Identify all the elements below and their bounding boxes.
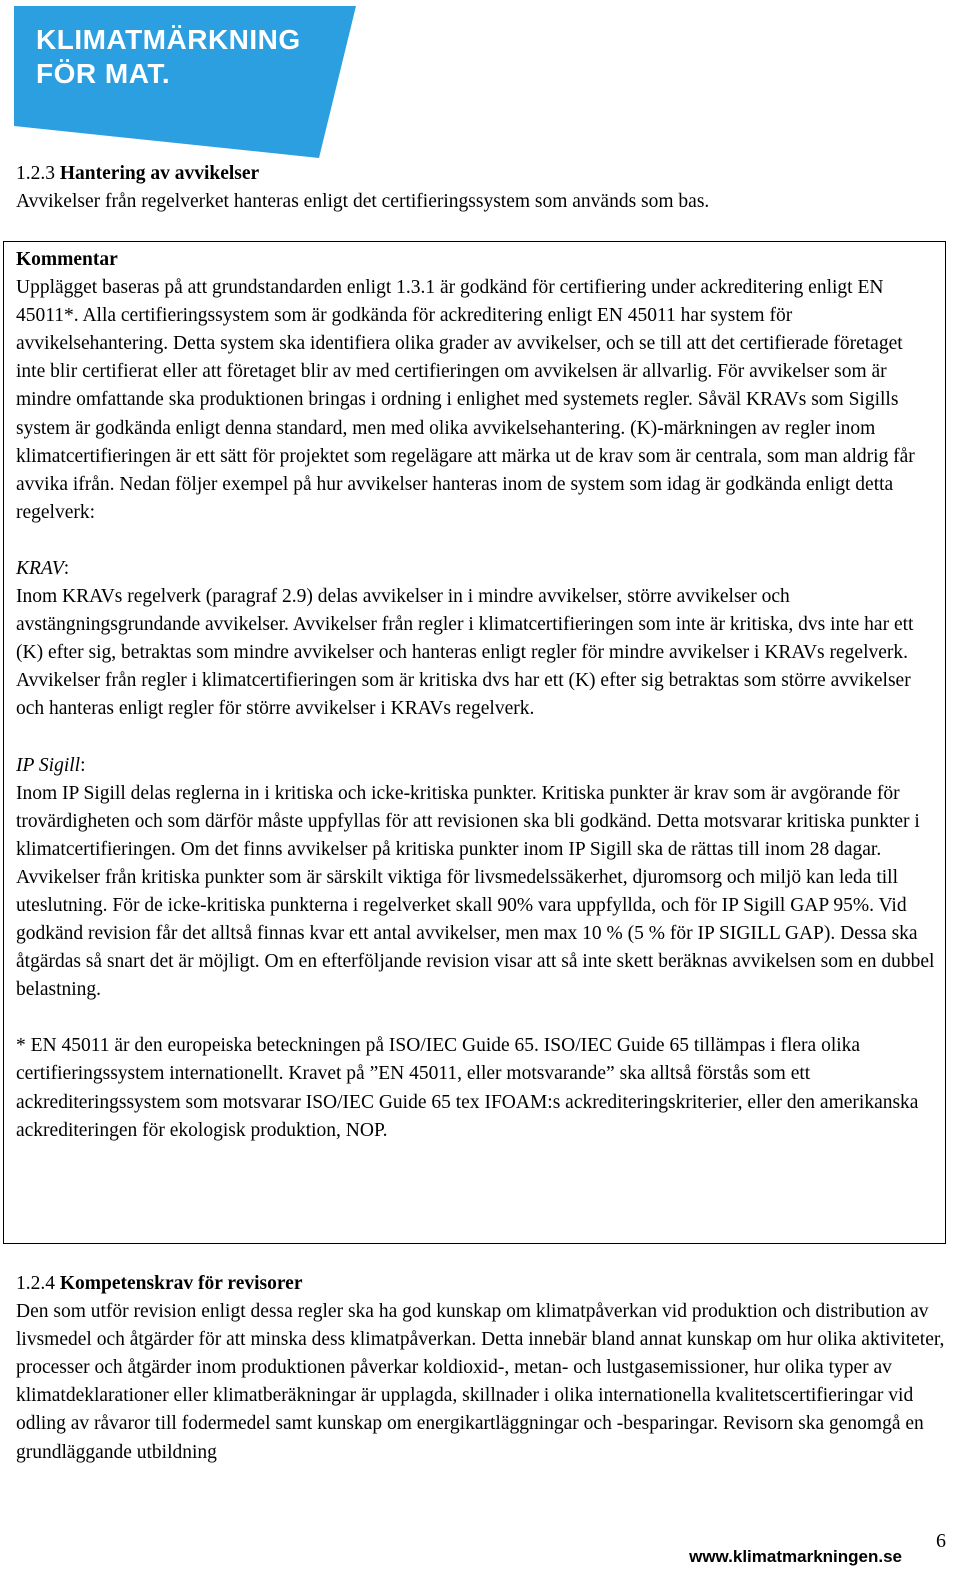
logo-text-line1: KLIMATMÄRKNING xyxy=(36,24,301,55)
section-heading xyxy=(16,1270,946,1298)
ip-sigill-heading: IP Sigill: xyxy=(16,754,86,776)
section-1-2-3 xyxy=(16,160,946,216)
comment-paragraph: Upplägget baseras på att grundstandarden enligt 1.3.1 är godkänd för certifiering under ackreditering enligt EN 45011*. Alla certifieringssystem som är godkända för ackreditering enligt EN 45011 har system för avvikelsehantering. Detta system ska identifiera olika grader av avvikelser, och se till att det certifierade företaget inte blir certifierat eller att företaget blir av med certifieringen om avvikelsen är allvarlig. För avvikelser som är mindre omfattande ska produktionen bringas i ordning i enlighet med systemets regler. Såväl KRAVs som Sigills system är godkända enligt denna standard, men med olika avvikelsehantering. (K)-märkningen av regler inom klimatcertifieringen är ett sätt för projektet som regelägare att märka ut de krav som är centrala, som man aldrig får avvika ifrån. Nedan följer exempel på hur avvikelser hanteras inom de system som idag är godkända enligt detta regelverk: xyxy=(16,277,915,523)
footer-url: www.klimatmarkningen.se xyxy=(689,1547,902,1566)
footnote: * EN 45011 är den europeiska beteckningen på ISO/IEC Guide 65. ISO/IEC Guide 65 tillämpas i flera olika certifieringssystem internationellt. Kravet på ”EN 45011, eller motsvarande” ska alltså förstås som ett ackrediteringssystem som motsvarar ISO/IEC Guide 65 tex IFOAM:s ackrediteringskriterier, eller den amerikanska ackrediteringen för ekologisk produktion, NOP. xyxy=(16,1035,919,1141)
comment-heading: Kommentar xyxy=(16,249,118,270)
section-heading xyxy=(16,160,946,188)
comment-box xyxy=(3,241,946,1244)
section-number: 1.2.3 xyxy=(16,163,55,184)
section-1-2-4 xyxy=(16,1270,946,1467)
ip-sigill-paragraph: Inom IP Sigill delas reglerna in i kritiska och icke-kritiska punkter. Kritiska punkter är krav som är avgörande för trovärdigheten och som därför måste uppfyllas för att revisionen ska bli godkänd. Detta motsvarar kritiska punkter i klimatcertifieringen. Om det finns avvikelser på kritiska punkter inom IP Sigill ska de rättas till inom 28 dagar. Avvikelser från kritiska punkter som är särskilt viktiga för livsmedelssäkerhet, djuromsorg och miljö kan leda till uteslutning. För de icke-kritiska punkterna i regelverket skall 90% vara uppfyllda, och för IP Sigill GAP 95%. Vid godkänd revision får det alltså finnas kvar ett antal avvikelser, men max 10 % (5 % för IP SIGILL GAP). Dessa ska åtgärdas så snart det är möjligt. Om en efterföljande revision visar att så inte skett beräknas avvikelsen som en dubbel belastning. xyxy=(16,782,935,1001)
krav-paragraph: Inom KRAVs regelverk (paragraf 2.9) delas avvikelser in i mindre avvikelser, större avvikelser och avstängningsgrundande avvikelser. Avvikelser från regler i klimatcertifieringen som inte är kritiska, dvs inte har ett (K) efter sig, betraktas som mindre avvikelser och hanteras enligt regler för mindre avvikelser i KRAVs regelverk. Avvikelser från regler i klimatcertifieringen som är kritiska dvs har ett (K) efter sig betraktas som större avvikelser och hanteras enligt regler för större avvikelser i KRAVs regelverk. xyxy=(16,586,914,720)
page-number: 6 xyxy=(936,1530,946,1552)
section-number: 1.2.4 xyxy=(16,1273,55,1294)
ip-sigill-label: IP Sigill xyxy=(16,754,81,776)
section-title: Hantering av avvikelser xyxy=(59,163,260,184)
section-title: Kompetenskrav för revisorer xyxy=(59,1273,303,1294)
logo-text-line2: FÖR MAT. xyxy=(36,58,171,89)
brand-logo xyxy=(14,6,356,158)
krav-heading: KRAV: xyxy=(16,557,70,579)
section-body: Den som utför revision enligt dessa regler ska ha god kunskap om klimatpåverkan vid produktion och distribution av livsmedel och åtgärder för att minska dess klimatpåverkan. Detta innebär bland annat kunskap om hur olika aktiviteter, processer och åtgärder inom produktionen påverkar koldioxid-, metan- och lustgasemissioner, hur olika typer av klimatdeklarationer eller klimatberäkningar är upplagda, skillnader i olika internationella kvalitetscertifieringar vid odling av råvaror till fodermedel samt kunskap om energikartläggningar och -besparingar. Revisorn ska genomgå en grundläggande utbildning xyxy=(16,1301,945,1463)
section-body: Avvikelser från regelverket hanteras enligt det certifieringssystem som används som bas. xyxy=(16,191,710,213)
krav-label: KRAV xyxy=(16,557,64,579)
